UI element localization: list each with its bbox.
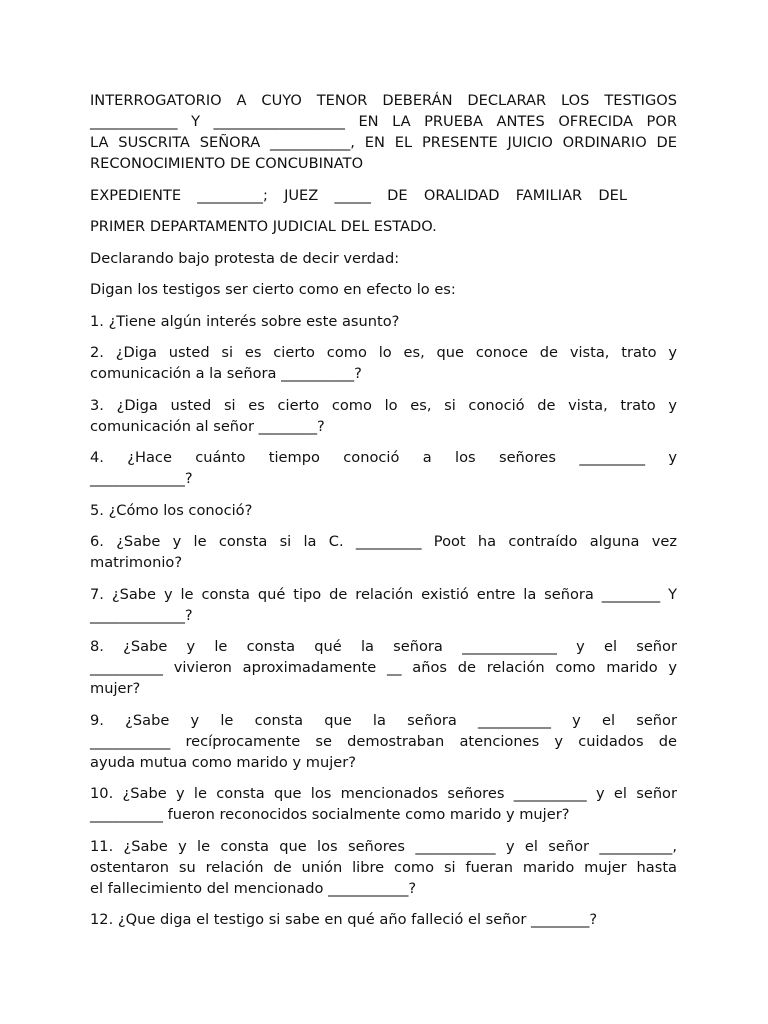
- question-item: [90, 447, 677, 489]
- question-line: comunicación al señor ________?: [90, 417, 325, 435]
- intro-line: Digan los testigos ser cierto como en efecto lo es:: [90, 281, 456, 298]
- question-item: [90, 342, 677, 384]
- header-line: INTERROGATORIO A CUYO TENOR DEBERÁN DECLARAR LOS TESTIGOS: [90, 92, 677, 109]
- question-line: comunicación a la señora __________?: [90, 365, 362, 382]
- question-line: 8. ¿Sabe y le consta qué la señora _____________ y el señor: [90, 638, 677, 655]
- question-line: 12. ¿Que diga el testigo si sabe en qué año falleció el señor ________?: [90, 911, 598, 928]
- question-line: 6. ¿Sabe y le consta si la C. _________ Poot ha contraído alguna vez: [90, 533, 677, 550]
- question-line: __________ vivieron aproximadamente __ años de relación como marido y: [90, 659, 677, 676]
- question-item: [90, 909, 677, 930]
- question-line: __________ fueron reconocidos socialmente como marido y mujer?: [90, 806, 570, 823]
- expediente-word: DEL: [598, 186, 627, 204]
- question-line: el fallecimiento del mencionado ___________?: [90, 879, 417, 897]
- question-line: matrimonio?: [90, 554, 183, 571]
- question-line: 11. ¿Sabe y le consta que los señores ___________ y el señor __________,: [90, 837, 677, 855]
- question-item: [90, 584, 677, 626]
- question-line: _____________?: [90, 470, 193, 487]
- question-line: 3. ¿Diga usted si es cierto como lo es, si conoció de vista, trato y: [90, 396, 677, 414]
- document-page: [90, 90, 677, 941]
- question-line: 9. ¿Sabe y le consta que la señora __________ y el señor: [90, 711, 677, 729]
- expediente-word: EXPEDIENTE: [90, 186, 182, 204]
- department-line: PRIMER DEPARTAMENTO JUDICIAL DEL ESTADO.: [90, 218, 437, 235]
- header-line: LA SUSCRITA SEÑORA ___________, EN EL PRESENTE JUICIO ORDINARIO DE: [90, 134, 677, 151]
- header-paragraph: [90, 90, 677, 174]
- expediente-word: JUEZ: [284, 186, 319, 204]
- question-item: [90, 783, 677, 825]
- question-item: [90, 395, 677, 437]
- protest-line: Declarando bajo protesta de decir verdad:: [90, 249, 400, 267]
- expediente-word: _____: [334, 186, 371, 204]
- questions-list: [90, 311, 677, 931]
- expediente-word: DE: [387, 186, 408, 204]
- expediente-word: FAMILIAR: [515, 186, 583, 204]
- question-line: 1. ¿Tiene algún interés sobre este asunto?: [90, 312, 400, 330]
- question-line: 4. ¿Hace cuánto tiempo conoció a los señores _________ y: [90, 449, 677, 466]
- header-line: ____________ Y __________________ EN LA PRUEBA ANTES OFRECIDA POR: [90, 113, 677, 130]
- question-item: [90, 500, 677, 521]
- question-line: _____________?: [90, 606, 193, 624]
- question-item: [90, 531, 677, 573]
- expediente-word: _________;: [197, 186, 268, 204]
- question-line: ostentaron su relación de unión libre como si fueran marido mujer hasta: [90, 858, 677, 876]
- expediente-line: [90, 185, 677, 206]
- question-item: [90, 836, 677, 899]
- question-line: ___________ recíprocamente se demostraban atenciones y cuidados de: [90, 732, 677, 750]
- expediente-word: ORALIDAD: [423, 186, 500, 204]
- question-item: [90, 636, 677, 699]
- question-line: 5. ¿Cómo los conoció?: [90, 501, 253, 519]
- question-line: mujer?: [90, 680, 141, 697]
- question-item: [90, 710, 677, 773]
- question-line: 7. ¿Sabe y le consta qué tipo de relación existió entre la señora ________ Y: [90, 585, 677, 603]
- header-line: RECONOCIMIENTO DE CONCUBINATO: [90, 155, 364, 172]
- question-line: 10. ¿Sabe y le consta que los mencionados señores __________ y el señor: [90, 785, 677, 802]
- question-line: 2. ¿Diga usted si es cierto como lo es, que conoce de vista, trato y: [90, 344, 677, 361]
- question-line: ayuda mutua como marido y mujer?: [90, 753, 356, 771]
- question-item: [90, 311, 677, 332]
